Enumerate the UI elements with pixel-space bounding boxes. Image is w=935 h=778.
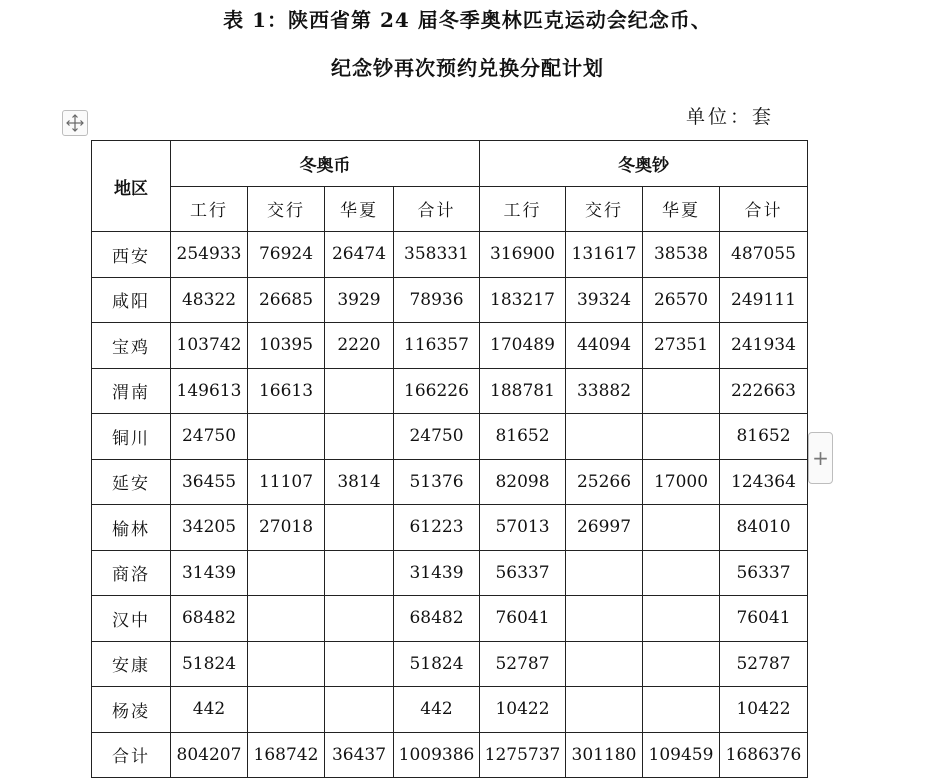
allocation-table [91, 140, 808, 778]
value-cell: 124364 [720, 459, 808, 505]
table-row [92, 323, 808, 369]
region-cell: 铜川 [92, 414, 171, 460]
table-row [92, 641, 808, 687]
value-cell [325, 596, 394, 642]
value-cell [325, 641, 394, 687]
value-cell: 249111 [720, 277, 808, 323]
value-cell: 24750 [171, 414, 248, 460]
value-cell: 31439 [394, 550, 480, 596]
value-cell: 1686376 [720, 732, 808, 778]
value-cell: 16613 [248, 368, 325, 414]
value-cell [643, 687, 720, 733]
value-cell: 166226 [394, 368, 480, 414]
region-cell: 榆林 [92, 505, 171, 551]
table-row [92, 687, 808, 733]
value-cell: 26997 [566, 505, 643, 551]
value-cell: 17000 [643, 459, 720, 505]
value-cell: 1275737 [480, 732, 566, 778]
sub-header: 交行 [566, 186, 643, 232]
value-cell: 76041 [720, 596, 808, 642]
value-cell [566, 641, 643, 687]
value-cell: 51376 [394, 459, 480, 505]
region-header: 地区 [92, 141, 171, 232]
value-cell: 241934 [720, 323, 808, 369]
value-cell: 27351 [643, 323, 720, 369]
value-cell: 56337 [480, 550, 566, 596]
value-cell: 3814 [325, 459, 394, 505]
sub-header: 合计 [394, 186, 480, 232]
value-cell: 10395 [248, 323, 325, 369]
coin-group-header: 冬奥币 [171, 141, 480, 187]
value-cell: 168742 [248, 732, 325, 778]
document-title-line-1: 表 1：陕西省第 24 届冬季奥林匹克运动会纪念币、 [223, 8, 712, 32]
table-header-row-groups [92, 141, 808, 187]
value-cell [566, 550, 643, 596]
table-row [92, 414, 808, 460]
value-cell: 442 [394, 687, 480, 733]
region-cell: 咸阳 [92, 277, 171, 323]
value-cell: 487055 [720, 232, 808, 278]
value-cell: 36437 [325, 732, 394, 778]
region-cell: 合计 [92, 732, 171, 778]
value-cell: 26685 [248, 277, 325, 323]
value-cell [325, 505, 394, 551]
value-cell: 26570 [643, 277, 720, 323]
value-cell: 804207 [171, 732, 248, 778]
value-cell: 36455 [171, 459, 248, 505]
move-arrows-icon [65, 113, 85, 133]
table-row [92, 505, 808, 551]
value-cell [248, 596, 325, 642]
table-row [92, 732, 808, 778]
value-cell [566, 414, 643, 460]
value-cell: 52787 [720, 641, 808, 687]
table-move-handle[interactable] [62, 110, 88, 136]
value-cell: 358331 [394, 232, 480, 278]
value-cell: 39324 [566, 277, 643, 323]
value-cell [248, 550, 325, 596]
sub-header: 工行 [480, 186, 566, 232]
value-cell: 52787 [480, 641, 566, 687]
banknote-group-header: 冬奥钞 [480, 141, 808, 187]
value-cell: 301180 [566, 732, 643, 778]
region-cell: 宝鸡 [92, 323, 171, 369]
value-cell: 222663 [720, 368, 808, 414]
sub-header: 华夏 [325, 186, 394, 232]
value-cell: 61223 [394, 505, 480, 551]
value-cell: 183217 [480, 277, 566, 323]
value-cell: 33882 [566, 368, 643, 414]
value-cell: 44094 [566, 323, 643, 369]
table-row [92, 368, 808, 414]
table-header-row-banks [92, 186, 808, 232]
table-body [92, 232, 808, 778]
value-cell [325, 687, 394, 733]
value-cell: 2220 [325, 323, 394, 369]
value-cell: 48322 [171, 277, 248, 323]
region-cell: 西安 [92, 232, 171, 278]
value-cell [248, 641, 325, 687]
unit-label: 单位：套 [686, 106, 775, 128]
table-row [92, 232, 808, 278]
value-cell: 78936 [394, 277, 480, 323]
value-cell: 109459 [643, 732, 720, 778]
value-cell: 1009386 [394, 732, 480, 778]
value-cell: 76041 [480, 596, 566, 642]
value-cell: 38538 [643, 232, 720, 278]
value-cell [643, 596, 720, 642]
value-cell: 81652 [720, 414, 808, 460]
table-row [92, 277, 808, 323]
value-cell [643, 550, 720, 596]
value-cell: 56337 [720, 550, 808, 596]
value-cell [566, 596, 643, 642]
value-cell [325, 368, 394, 414]
region-cell: 商洛 [92, 550, 171, 596]
region-cell: 延安 [92, 459, 171, 505]
value-cell [643, 368, 720, 414]
value-cell: 82098 [480, 459, 566, 505]
value-cell [643, 641, 720, 687]
value-cell: 31439 [171, 550, 248, 596]
value-cell: 34205 [171, 505, 248, 551]
sub-header: 工行 [171, 186, 248, 232]
value-cell: 442 [171, 687, 248, 733]
value-cell [325, 550, 394, 596]
value-cell: 27018 [248, 505, 325, 551]
region-cell: 安康 [92, 641, 171, 687]
value-cell [248, 414, 325, 460]
value-cell: 24750 [394, 414, 480, 460]
value-cell: 131617 [566, 232, 643, 278]
value-cell: 57013 [480, 505, 566, 551]
value-cell: 11107 [248, 459, 325, 505]
region-cell: 渭南 [92, 368, 171, 414]
value-cell: 68482 [394, 596, 480, 642]
value-cell: 3929 [325, 277, 394, 323]
value-cell: 25266 [566, 459, 643, 505]
value-cell: 10422 [720, 687, 808, 733]
value-cell: 76924 [248, 232, 325, 278]
table-row [92, 596, 808, 642]
sub-header: 交行 [248, 186, 325, 232]
value-cell: 68482 [171, 596, 248, 642]
value-cell [566, 687, 643, 733]
table-row [92, 459, 808, 505]
add-column-button[interactable] [808, 432, 833, 484]
plus-icon: + [812, 446, 829, 470]
sub-header: 合计 [720, 186, 808, 232]
value-cell [643, 414, 720, 460]
value-cell: 316900 [480, 232, 566, 278]
region-cell: 汉中 [92, 596, 171, 642]
value-cell: 81652 [480, 414, 566, 460]
value-cell [325, 414, 394, 460]
value-cell [643, 505, 720, 551]
value-cell: 170489 [480, 323, 566, 369]
value-cell: 10422 [480, 687, 566, 733]
value-cell [248, 687, 325, 733]
value-cell: 116357 [394, 323, 480, 369]
value-cell: 84010 [720, 505, 808, 551]
value-cell: 51824 [394, 641, 480, 687]
document-title-line-2: 纪念钞再次预约兑换分配计划 [331, 56, 604, 80]
region-cell: 杨凌 [92, 687, 171, 733]
value-cell: 26474 [325, 232, 394, 278]
value-cell: 149613 [171, 368, 248, 414]
value-cell: 51824 [171, 641, 248, 687]
value-cell: 188781 [480, 368, 566, 414]
value-cell: 103742 [171, 323, 248, 369]
sub-header: 华夏 [643, 186, 720, 232]
value-cell: 254933 [171, 232, 248, 278]
table-row [92, 550, 808, 596]
